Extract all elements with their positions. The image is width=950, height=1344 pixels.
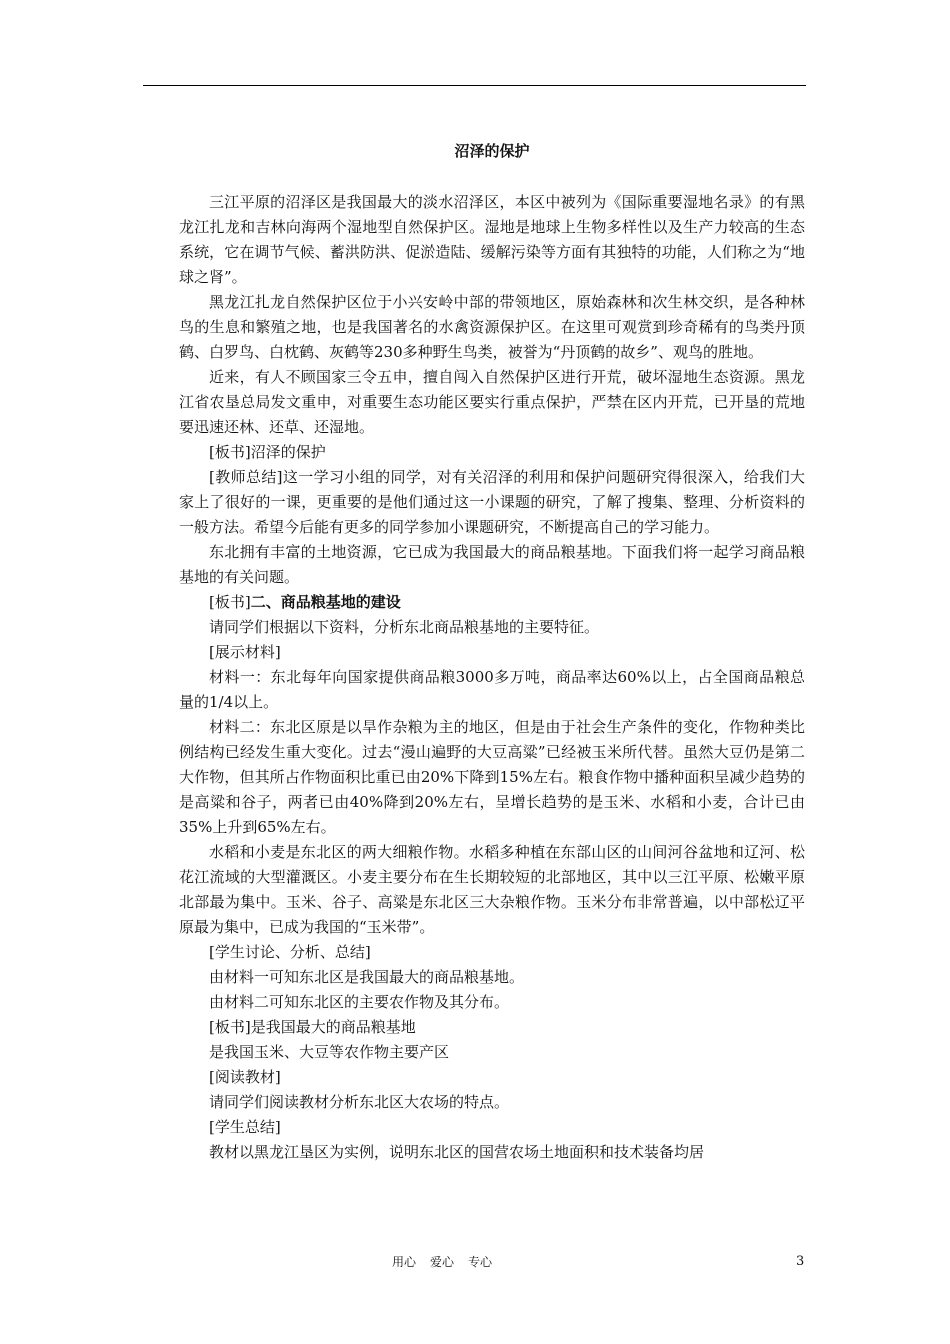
page-footer xyxy=(0,1252,950,1272)
paragraph: [学生讨论、分析、总结] xyxy=(209,943,371,961)
paragraph: 由材料一可知东北区是我国最大的商品粮基地。 xyxy=(209,968,525,986)
paragraph: 水稻和小麦是东北区的两大细粮作物。水稻多种植在东部山区的山间河谷盆地和辽河、松花江流域的大型灌溉区。小麦主要分布在生长期较短的北部地区，其中以三江平原、松嫩平原北部最为集中。玉米、谷子、高粱是东北区三大杂粮作物。玉米分布非常普遍，以中部松辽平原最为集中，已成为我国的“玉米带”。 xyxy=(179,843,805,936)
paragraph: 由材料二可知东北区的主要农作物及其分布。 xyxy=(209,993,510,1011)
paragraph: 东北拥有丰富的土地资源，它已成为我国最大的商品粮基地。下面我们将一起学习商品粮基地的有关问题。 xyxy=(179,543,805,586)
paragraph: [板书]是我国最大的商品粮基地 xyxy=(209,1018,416,1036)
section-title: 沼泽的保护 xyxy=(454,142,530,160)
page-number: 3 xyxy=(796,1254,805,1269)
paragraph: [板书]沼泽的保护 xyxy=(209,443,326,461)
document-body xyxy=(179,140,805,1165)
paragraph: 请同学们阅读教材分析东北区大农场的特点。 xyxy=(209,1093,510,1111)
footer-word: 用心 xyxy=(392,1255,417,1269)
footer-word: 爱心 xyxy=(430,1255,455,1269)
paragraph: [教师总结]这一学习小组的同学，对有关沼泽的利用和保护问题研究得很深入，给我们大家上了很好的一课，更重要的是他们通过这一小课题的研究，了解了搜集、整理、分析资料的一般方法。希望今后能有更多的同学参加小课题研究，不断提高自己的学习能力。 xyxy=(179,468,805,536)
paragraph: 三江平原的沼泽区是我国最大的淡水沼泽区，本区中被列为《国际重要湿地名录》的有黑龙江扎龙和吉林向海两个湿地型自然保护区。湿地是地球上生物多样性以及生产力较高的生态系统，它在调节气候、蓄洪防洪、促淤造陆、缓解污染等方面有其独特的功能，人们称之为“地球之肾”。 xyxy=(179,193,805,286)
header-rule xyxy=(143,85,806,86)
paragraph: [学生总结] xyxy=(209,1118,281,1136)
paragraph: 黑龙江扎龙自然保护区位于小兴安岭中部的带领地区，原始森林和次生林交织，是各种林鸟的生息和繁殖之地，也是我国著名的水禽资源保护区。在这里可观赏到珍奇稀有的鸟类丹顶鹤、白罗鸟、白枕鹤、灰鹤等230多种野生鸟类，被誉为“丹顶鹤的故乡”、观鸟的胜地。 xyxy=(179,293,805,361)
footer-motto xyxy=(392,1252,506,1272)
paragraph: 近来，有人不顾国家三令五申，擅自闯入自然保护区进行开荒，破坏湿地生态资源。黑龙江省农垦总局发文重申，对重要生态功能区要实行重点保护，严禁在区内开荒，已开垦的荒地要迅速还林、还草、还湿地。 xyxy=(179,368,805,436)
paragraph: 材料二：东北区原是以旱作杂粮为主的地区，但是由于社会生产条件的变化，作物种类比例结构已经发生重大变化。过去“漫山遍野的大豆高粱”已经被玉米所代替。虽然大豆仍是第二大作物，但其所占作物面积比重已由20%下降到15%左右。粮食作物中播种面积呈减少趋势的是高粱和谷子，两者已由40%降到20%左右，呈增长趋势的是玉米、水稻和小麦，合计已由35%上升到65%左右。 xyxy=(179,718,805,836)
paragraph: [阅读教材] xyxy=(209,1068,281,1086)
board-heading xyxy=(179,590,805,615)
paragraph: 是我国玉米、大豆等农作物主要产区 xyxy=(209,1043,450,1061)
section-heading: 二、商品粮基地的建设 xyxy=(250,593,401,611)
footer-word: 专心 xyxy=(468,1255,493,1269)
paragraph: 材料一：东北每年向国家提供商品粮3000多万吨，商品率达60%以上，占全国商品粮总量的1/4以上。 xyxy=(179,668,805,711)
paragraph: 请同学们根据以下资料，分析东北商品粮基地的主要特征。 xyxy=(209,618,600,636)
board-prefix: [板书] xyxy=(209,593,251,611)
paragraph: [展示材料] xyxy=(209,643,281,661)
paragraph: 教材以黑龙江垦区为实例，说明东北区的国营农场土地面积和技术装备均居 xyxy=(209,1143,705,1161)
